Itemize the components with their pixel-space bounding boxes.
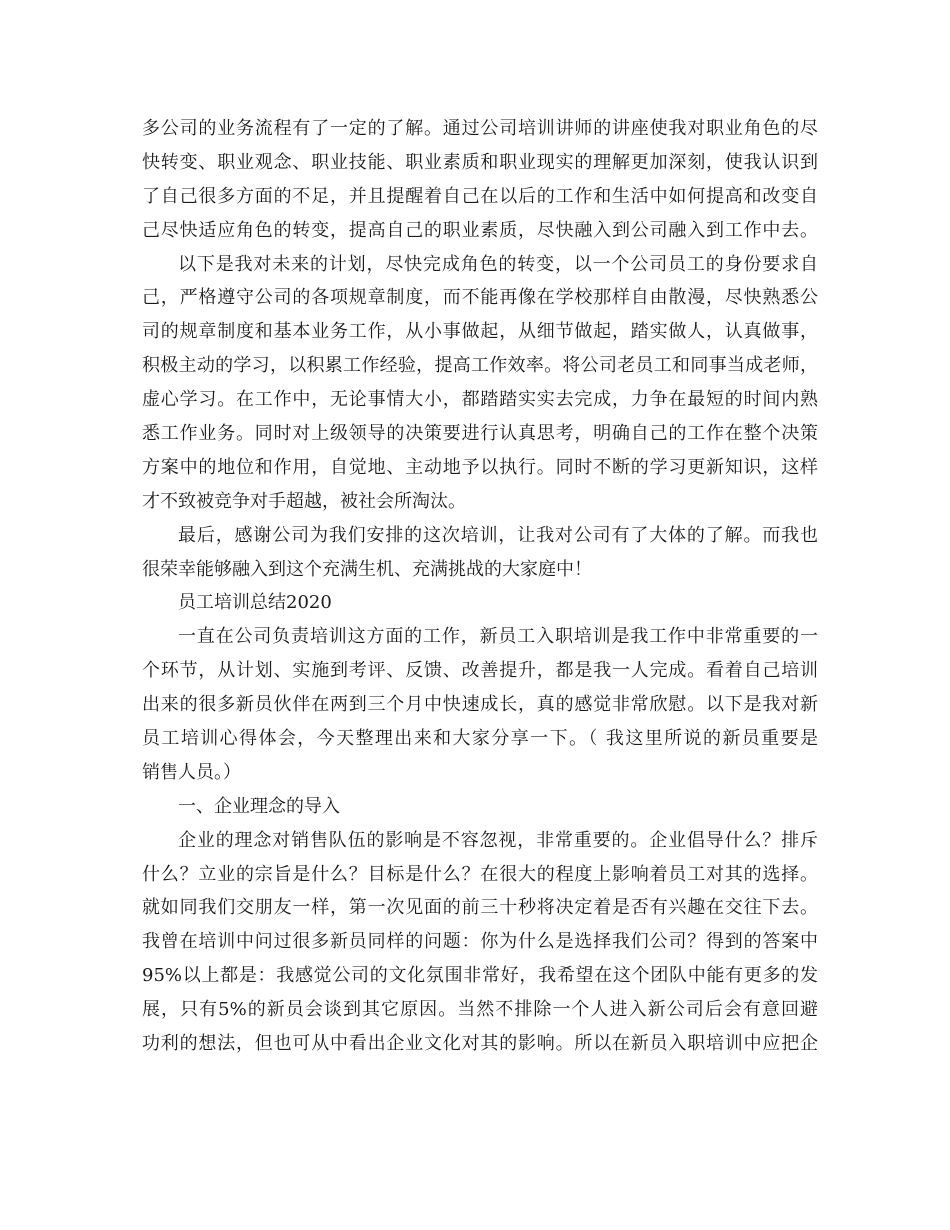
text-line: 销售人员。） (142, 761, 241, 783)
text-line: 最后，感谢公司为我们安排的这次培训，让我对公司有了大体的了解。而我也 (178, 524, 818, 546)
text-line: 积极主动的学习，以积累工作经验，提高工作效率。将公司老员工和同事当成老师， (142, 355, 818, 377)
text-line: 什么？立业的宗旨是什么？目标是什么？在很大的程度上影响着员工对其的选择。 (142, 863, 818, 885)
text-line: 快转变、职业观念、职业技能、职业素质和职业现实的理解更加深刻，使我认识到 (142, 151, 818, 173)
text-line: 了自己很多方面的不足，并且提醒着自己在以后的工作和生活中如何提高和改变自 (142, 185, 818, 207)
text-line: 展，只有5%的新员会谈到其它原因。当然不排除一个人进入新公司后会有意回避 (142, 999, 818, 1021)
text-line: 员工培训总结2020 (178, 592, 332, 614)
text-line: 己，严格遵守公司的各项规章制度，而不能再像在学校那样自由散漫，尽快熟悉公 (142, 287, 818, 309)
text-line: 以下是我对未来的计划，尽快完成角色的转变，以一个公司员工的身份要求自 (178, 253, 818, 275)
text-line: 方案中的地位和作用，自觉地、主动地予以执行。同时不断的学习更新知识，这样 (142, 456, 818, 478)
text-line: 个环节，从计划、实施到考评、反馈、改善提升，都是我一人完成。看着自己培训 (142, 660, 818, 682)
text-line: 出来的很多新员伙伴在两到三个月中快速成长，真的感觉非常欣慰。以下是我对新 (142, 694, 818, 716)
text-line: 己尽快适应角色的转变，提高自己的职业素质，尽快融入到公司融入到工作中去。 (142, 219, 818, 241)
text-line: 95%以上都是：我感觉公司的文化氛围非常好，我希望在这个团队中能有更多的发 (142, 965, 818, 987)
text-line: 功利的想法，但也可从中看出企业文化对其的影响。所以在新员入职培训中应把企 (142, 1033, 818, 1055)
text-line: 司的规章制度和基本业务工作，从小事做起，从细节做起，踏实做人，认真做事， (142, 321, 818, 343)
text-line: 多公司的业务流程有了一定的了解。通过公司培训讲师的讲座使我对职业角色的尽 (142, 118, 818, 139)
text-line: 员工培训心得体会，今天整理出来和大家分享一下。（ 我这里所说的新员重要是 (142, 728, 818, 750)
text-line: 企业的理念对销售队伍的影响是不容忽视，非常重要的。企业倡导什么？排斥 (178, 829, 818, 851)
text-line: 一、企业理念的导入 (178, 795, 340, 817)
text-line: 才不致被竞争对手超越，被社会所淘汰。 (142, 490, 466, 512)
document-body (142, 112, 818, 1061)
text-line: 虚心学习。在工作中，无论事情大小，都踏踏实实去完成，力争在最短的时间内熟 (142, 389, 818, 411)
text-line: 一直在公司负责培训这方面的工作，新员工入职培训是我工作中非常重要的一 (178, 626, 818, 648)
text-line: 很荣幸能够融入到这个充满生机、充满挑战的大家庭中！ (142, 558, 592, 580)
text-line: 我曾在培训中问过很多新员同样的问题：你为什么是选择我们公司？得到的答案中 (142, 931, 818, 953)
text-line: 悉工作业务。同时对上级领导的决策要进行认真思考，明确自己的工作在整个决策 (142, 423, 818, 445)
text-line: 就如同我们交朋友一样，第一次见面的前三十秒将决定着是否有兴趣在交往下去。 (142, 897, 818, 919)
